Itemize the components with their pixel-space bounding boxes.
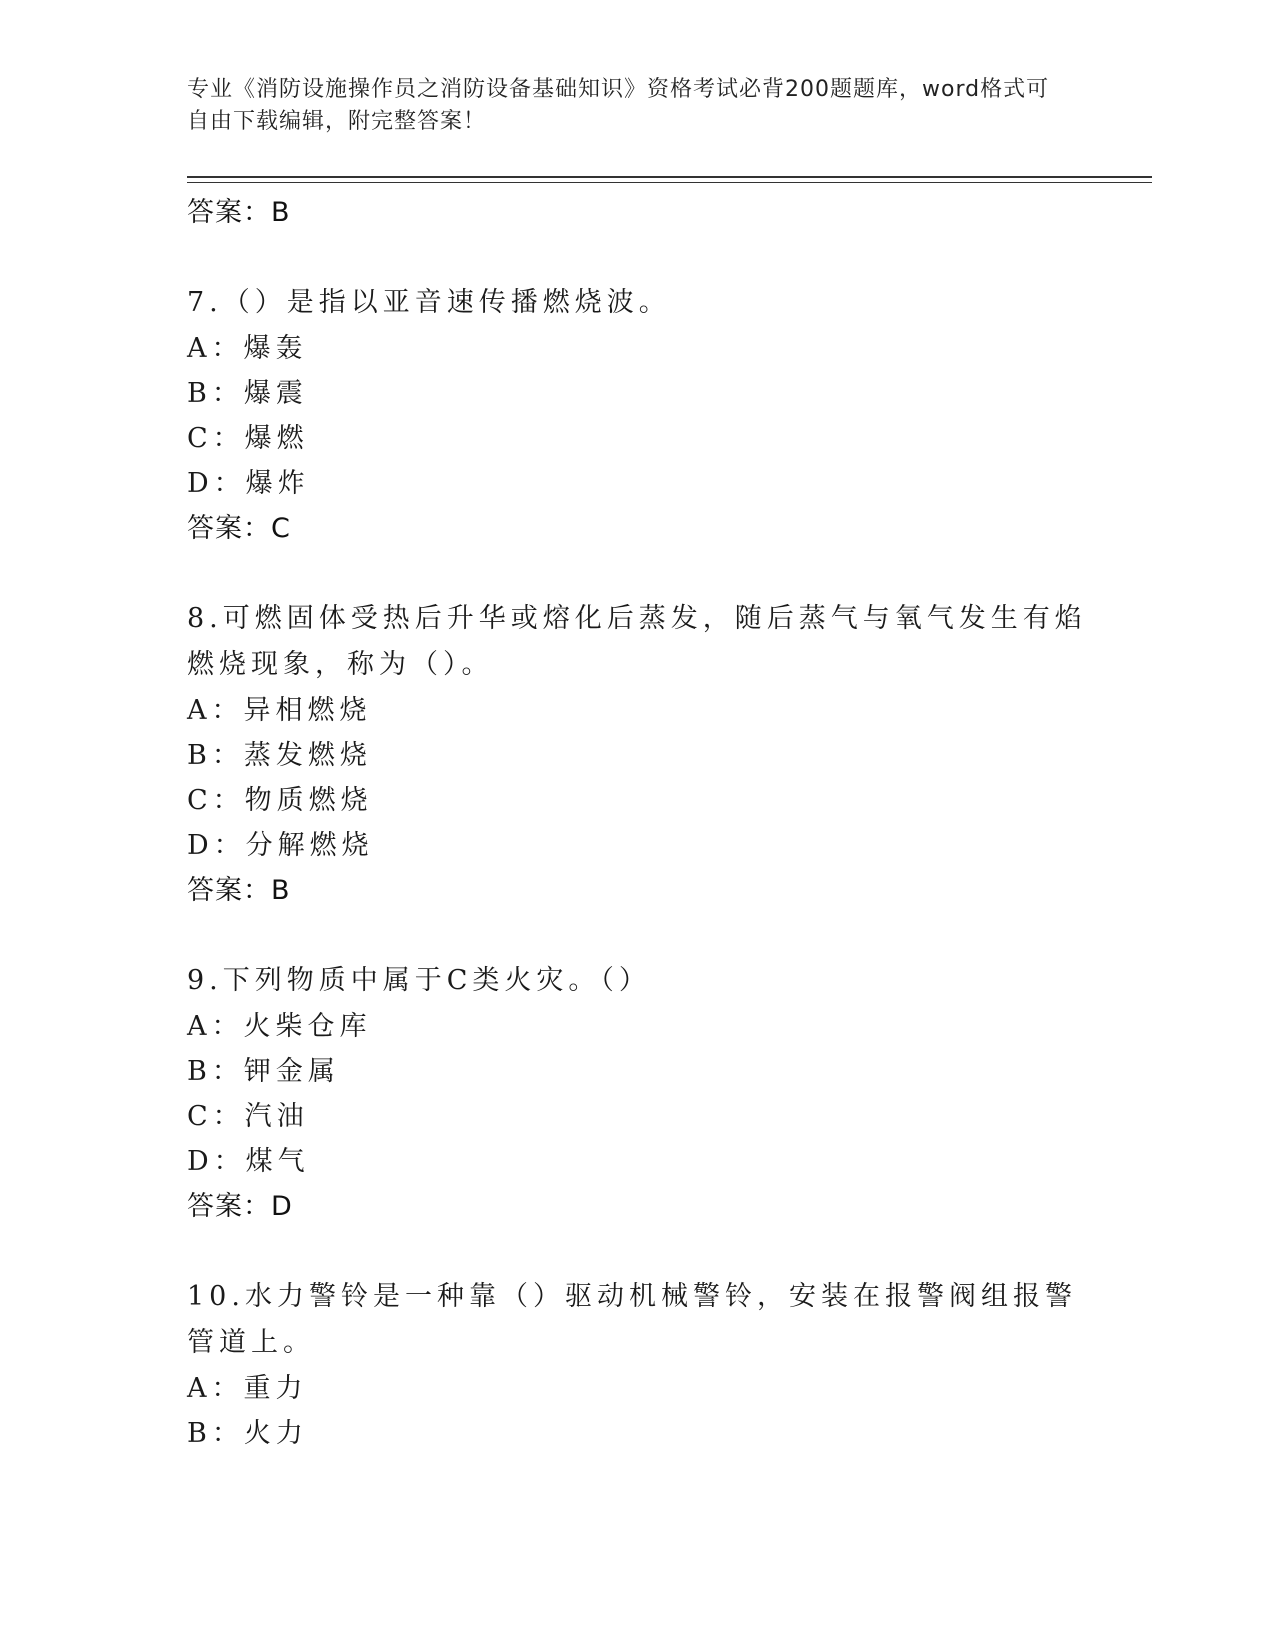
question-block-7	[187, 280, 1087, 552]
option-b: B：钾金属	[187, 1056, 340, 1087]
answer-label: 答案：	[187, 1191, 271, 1222]
option-a: A：爆轰	[187, 333, 308, 364]
question-text: 9.下列物质中属于C类火灾。（）	[187, 965, 651, 996]
question-text: 7.（）是指以亚音速传播燃烧波。	[187, 287, 671, 318]
option-d: D：爆炸	[187, 468, 310, 499]
answer-line	[187, 1184, 1087, 1230]
question-text: 10.水力警铃是一种靠（）驱动机械警铃，安装在报警阀组报警管道上。	[187, 1281, 1077, 1358]
answer-line-6	[187, 190, 1087, 236]
question-block-10	[187, 1274, 1087, 1456]
question-block-8	[187, 596, 1087, 914]
option-a: A：异相燃烧	[187, 695, 372, 726]
option-a: A：火柴仓库	[187, 1011, 372, 1042]
option-b: B：蒸发燃烧	[187, 740, 372, 771]
answer-line	[187, 506, 1087, 552]
option-a: A：重力	[187, 1373, 308, 1404]
answer-value: D	[271, 1191, 293, 1222]
question-list	[187, 190, 1087, 1456]
option-d: D：煤气	[187, 1146, 310, 1177]
option-c: C：爆燃	[187, 423, 309, 454]
document-header: 专业《消防设施操作员之消防设备基础知识》资格考试必背200题题库，word格式可自由下载编辑，附完整答案！	[187, 77, 1050, 134]
question-text: 8.可燃固体受热后升华或熔化后蒸发，随后蒸气与氧气发生有焰燃烧现象，称为（）。	[187, 603, 1087, 680]
answer-value: B	[271, 875, 291, 906]
answer-line	[187, 868, 1087, 914]
question-block-9	[187, 958, 1087, 1230]
header-divider-thin	[187, 182, 1152, 183]
option-c: C：汽油	[187, 1101, 309, 1132]
answer-value: B	[271, 197, 291, 228]
option-d: D：分解燃烧	[187, 830, 374, 861]
option-b: B：火力	[187, 1418, 308, 1449]
answer-value: C	[271, 513, 291, 544]
header-divider-thick	[187, 176, 1152, 178]
answer-label: 答案：	[187, 197, 271, 228]
option-b: B：爆震	[187, 378, 308, 409]
answer-label: 答案：	[187, 875, 271, 906]
option-c: C：物质燃烧	[187, 785, 373, 816]
answer-label: 答案：	[187, 513, 271, 544]
